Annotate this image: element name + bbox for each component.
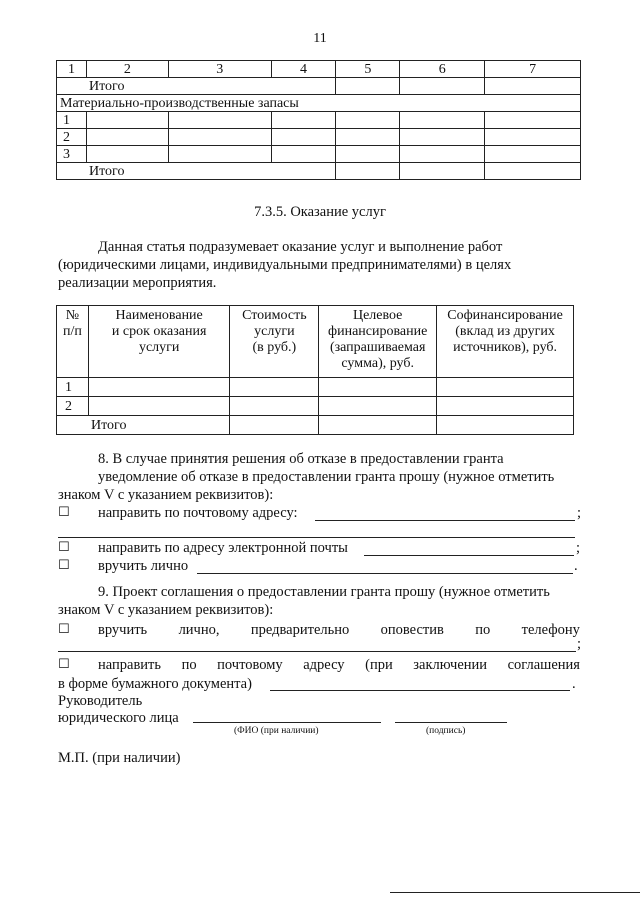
option-hand-label: вручить лично — [98, 558, 189, 574]
table-row — [57, 129, 581, 146]
intro-line: реализации мероприятия. — [58, 275, 217, 291]
costs-table-continuation — [56, 60, 581, 180]
option-post-paper-label: направить по почтовому адресу (при заключении соглашения — [98, 657, 580, 673]
section-title: 7.3.5. Оказание услуг — [254, 204, 386, 220]
table-row — [57, 146, 581, 163]
checkbox-hand[interactable]: ☐ — [58, 558, 70, 573]
column-number: 5 — [336, 61, 400, 78]
checkbox-phone[interactable]: ☐ — [58, 622, 70, 637]
section-row — [57, 95, 581, 112]
header-number: № п/п — [57, 306, 89, 378]
intro-line: (юридическими лицами, индивидуальными предпринимателями) в целях — [58, 257, 512, 273]
bottom-rule — [390, 892, 640, 893]
signature-field[interactable] — [395, 706, 507, 723]
post-paper-field[interactable] — [270, 674, 570, 691]
column-number: 3 — [168, 61, 271, 78]
total-label: Итого — [57, 78, 336, 95]
fio-field[interactable] — [193, 706, 381, 723]
intro-line: Данная статья подразумевает оказание услуг и выполнение работ — [98, 239, 503, 255]
option-email-label: направить по адресу электронной почты — [98, 540, 348, 556]
post-address-field-line2[interactable] — [58, 523, 575, 538]
header-service-name: Наименование и срок оказания услуги — [88, 306, 230, 378]
column-number: 2 — [86, 61, 168, 78]
row-number: 2 — [57, 129, 87, 146]
header-cost: Стоимость услуги (в руб.) — [230, 306, 319, 378]
total-row — [57, 416, 574, 435]
total-row — [57, 78, 581, 95]
signature-title: Руководитель — [58, 693, 143, 709]
item-8-paragraph: 8. В случае принятия решения об отказе в предоставлении гранта уведомление об отказе в предоставлении гранта прошу (нужное отметить знаком V с указанием реквизитов): — [58, 451, 555, 503]
column-number: 4 — [271, 61, 336, 78]
page-number: 11 — [313, 31, 327, 46]
row-number: 1 — [57, 378, 89, 397]
intro-paragraph — [58, 238, 582, 292]
table-header-row — [57, 61, 581, 78]
column-number: 6 — [400, 61, 485, 78]
table-header-row — [57, 306, 574, 378]
column-number: 7 — [485, 61, 581, 78]
header-cofinancing: Софинансирование (вклад из других источников), руб. — [437, 306, 574, 378]
total-label: Итого — [57, 416, 230, 435]
table-row — [57, 112, 581, 129]
post-address-field[interactable] — [315, 504, 575, 521]
phone-field[interactable] — [58, 637, 576, 652]
section-label: Материально-производственные запасы — [57, 95, 581, 112]
table-row — [57, 378, 574, 397]
column-number: 1 — [57, 61, 87, 78]
option-phone-label: вручить лично, предварительно оповестив по телефону — [98, 622, 580, 638]
checkbox-email[interactable]: ☐ — [58, 540, 70, 555]
checkbox-post-paper[interactable]: ☐ — [58, 657, 70, 672]
services-table — [56, 305, 574, 435]
stamp-label: М.П. (при наличии) — [58, 750, 181, 766]
item-9-paragraph: 9. Проект соглашения о предоставлении гранта прошу (нужное отметить знаком V с указанием реквизитов): — [58, 584, 550, 618]
total-label: Итого — [57, 163, 336, 180]
email-field[interactable] — [364, 539, 574, 556]
header-target-funding: Целевое финансирование (запрашиваемая сумма), руб. — [319, 306, 437, 378]
row-number: 1 — [57, 112, 87, 129]
fio-caption: (ФИО (при наличии) — [234, 726, 319, 736]
checkbox-post[interactable]: ☐ — [58, 505, 70, 520]
option-post-label: направить по почтовому адресу: — [98, 505, 298, 521]
row-number: 2 — [57, 397, 89, 416]
total-row — [57, 163, 581, 180]
hand-field[interactable] — [197, 557, 573, 574]
row-number: 3 — [57, 146, 87, 163]
signature-title-2: юридического лица — [58, 710, 179, 726]
table-row — [57, 397, 574, 416]
sign-caption: (подпись) — [426, 726, 466, 736]
